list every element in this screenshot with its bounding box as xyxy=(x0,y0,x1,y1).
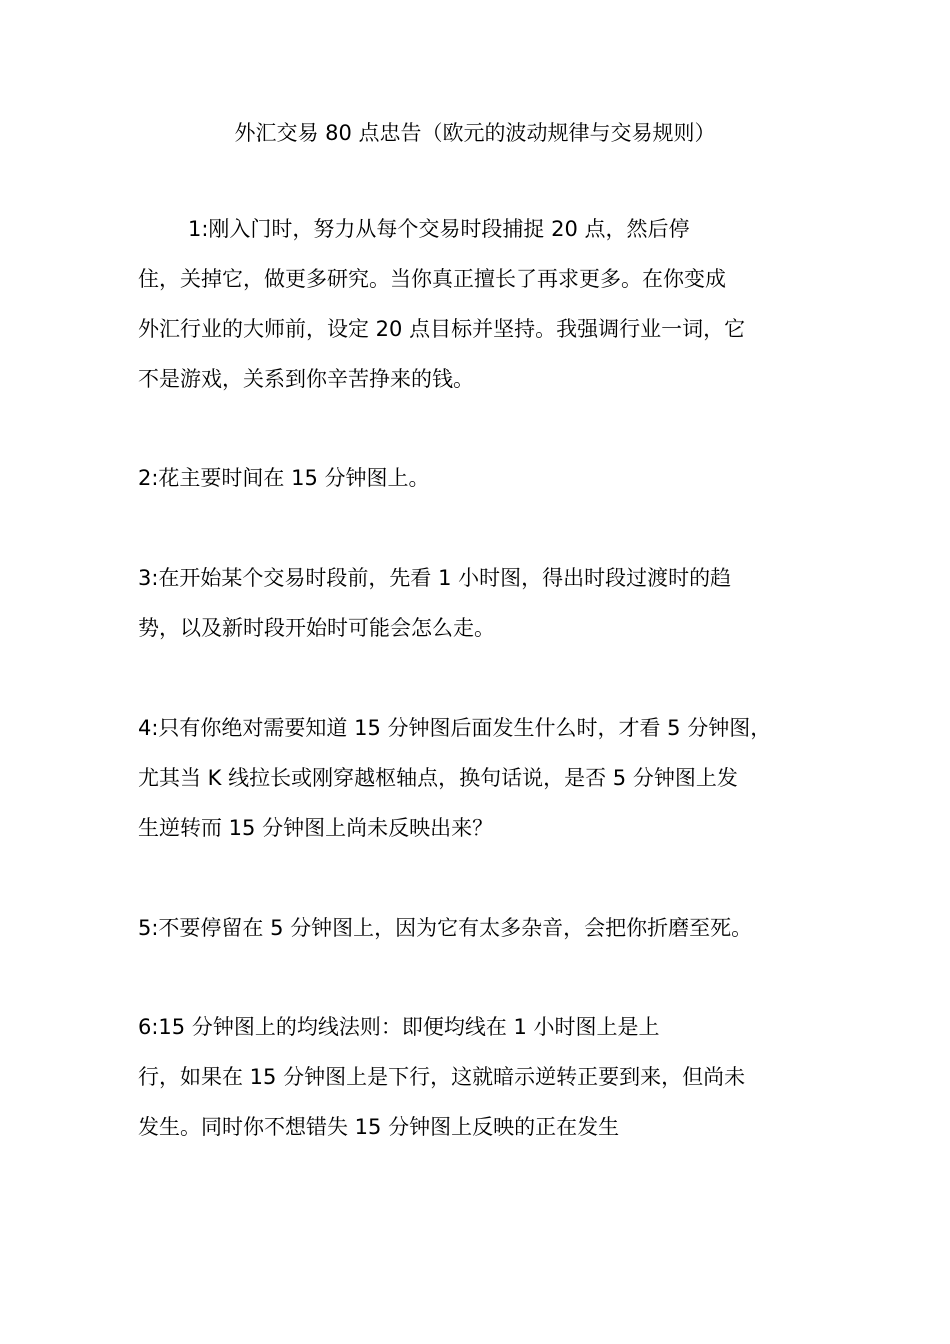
document-title: 外汇交易 80 点忠告（欧元的波动规律与交易规则） xyxy=(234,121,716,145)
paragraph-6 xyxy=(138,1002,828,1152)
paragraph-2 xyxy=(138,453,828,503)
paragraph-line: 外汇行业的大师前，设定 20 点目标并坚持。我强调行业一词，它 xyxy=(138,317,746,341)
paragraph-line: 住，关掉它，做更多研究。当你真正擅长了再求更多。在你变成 xyxy=(138,267,726,291)
paragraph-line: 生逆转而 15 分钟图上尚未反映出来？ xyxy=(138,816,494,840)
paragraph-5 xyxy=(138,903,828,953)
paragraph-line: 尤其当 K 线拉长或刚穿越枢轴点，换句话说，是否 5 分钟图上发 xyxy=(138,766,738,790)
paragraph-line: 2:花主要时间在 15 分钟图上。 xyxy=(138,466,430,490)
paragraph-3 xyxy=(138,553,828,653)
paragraph-line: 4:只有你绝对需要知道 15 分钟图后面发生什么时，才看 5 分钟图， xyxy=(138,716,772,740)
paragraph-line: 不是游戏，关系到你辛苦挣来的钱。 xyxy=(138,367,474,391)
paragraph-line: 3:在开始某个交易时段前，先看 1 小时图，得出时段过渡时的趋 xyxy=(138,566,732,590)
paragraph-4 xyxy=(138,703,828,853)
paragraph-1 xyxy=(138,204,828,404)
paragraph-line: 6:15 分钟图上的均线法则：即便均线在 1 小时图上是上 xyxy=(138,1015,660,1039)
paragraph-line: 势，以及新时段开始时可能会怎么走。 xyxy=(138,616,495,640)
paragraph-line: 发生。同时你不想错失 15 分钟图上反映的正在发生 xyxy=(138,1115,620,1139)
paragraph-line: 1:刚入门时，努力从每个交易时段捕捉 20 点，然后停 xyxy=(188,217,690,241)
paragraph-line: 5:不要停留在 5 分钟图上，因为它有太多杂音，会把你折磨至死。 xyxy=(138,916,753,940)
paragraph-line: 行，如果在 15 分钟图上是下行，这就暗示逆转正要到来，但尚未 xyxy=(138,1065,746,1089)
